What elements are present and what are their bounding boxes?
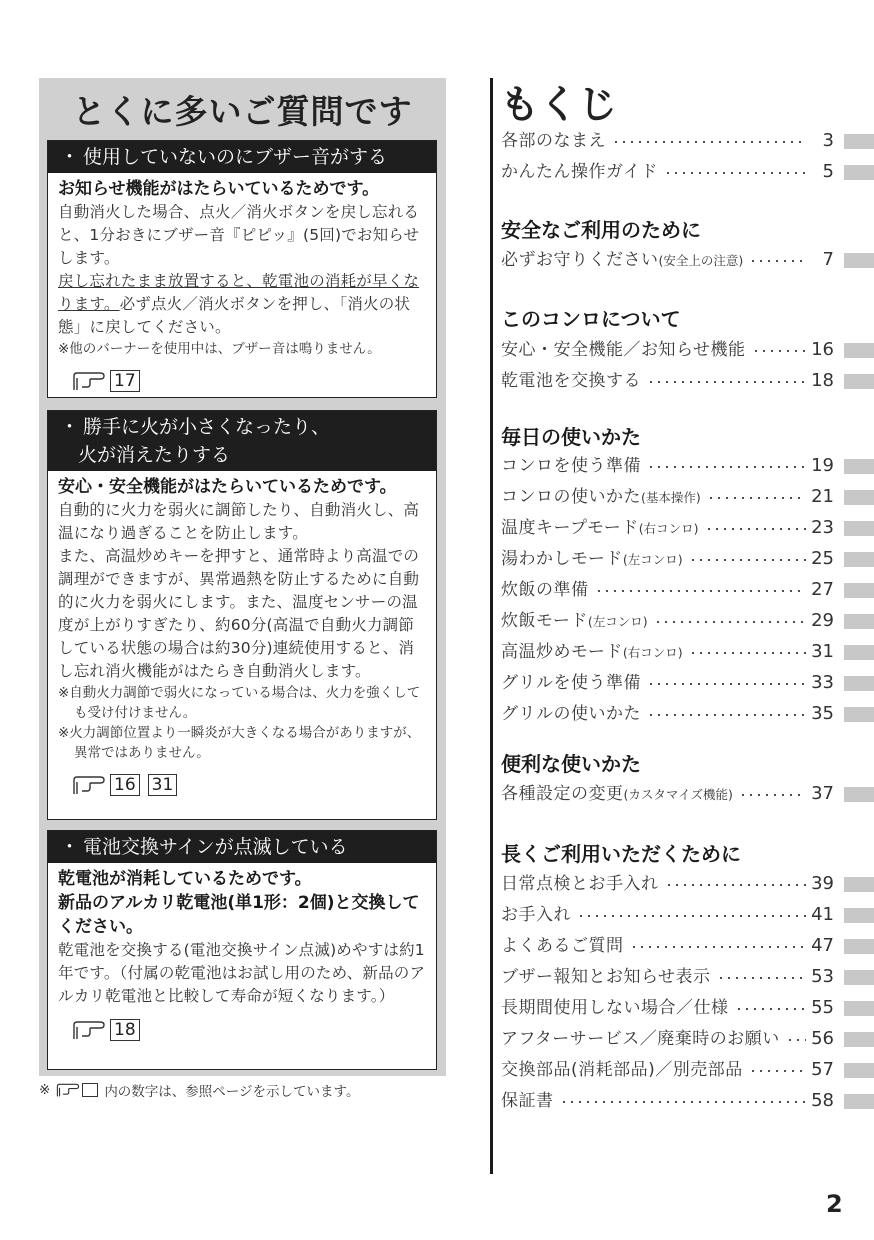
faq-question-text: 電池交換サインが点滅している <box>83 836 348 858</box>
column-divider <box>490 78 493 1174</box>
faq-answer-2: 新品のアルカリ乾電池(単1形：2個)と交換してください。 <box>58 893 420 937</box>
toc-entry-label <box>501 486 701 509</box>
toc-entry-label <box>501 610 648 633</box>
faq-explanation-2: また、高温炒めキーを押すと、通常時より高温での調理ができますが、異常過熱を防止するために自動的に火力を弱火にします。また、温度センサーの温度が上がりすぎたり、約60分(高温で自動火力調節している状態の場合は約30分)連続使用すると、消し忘れ消火機能がはたらき自動消火します。 <box>58 547 420 680</box>
toc-entry-title: 炊飯の準備 <box>501 580 589 600</box>
toc-entry-title: 日常点検とお手入れ <box>501 874 659 894</box>
toc-page-number: 25 <box>811 548 834 569</box>
reference-page-link[interactable]: 16 <box>110 774 140 796</box>
toc-entry-title: コンロの使いかた <box>501 486 641 507</box>
toc-leader-dots <box>630 946 807 948</box>
toc-leader-dots <box>647 683 806 685</box>
toc-page-tab <box>844 1094 874 1109</box>
toc-leader-dots <box>647 466 806 468</box>
toc-entry-label <box>501 783 733 806</box>
toc-entry[interactable] <box>501 130 874 152</box>
toc-page-tab <box>844 970 874 985</box>
toc-leader-dots <box>664 172 806 174</box>
toc-page-number: 29 <box>811 610 834 631</box>
toc-leader-dots <box>577 915 806 917</box>
toc-section-heading: 便利な使いかた <box>501 752 641 776</box>
toc-page-number: 27 <box>811 579 834 600</box>
faq-note-2: ※火力調節位置より一瞬炎が大きくなる場合がありますが、異常ではありません。 <box>58 725 421 761</box>
toc-entry[interactable] <box>501 486 874 508</box>
toc-section-heading: このコンロについて <box>501 307 681 331</box>
toc-page-number: 21 <box>811 486 834 507</box>
toc-entry-label <box>501 1059 743 1081</box>
toc-section-heading: 毎日の使いかた <box>501 425 641 449</box>
page-number: 2 <box>826 1190 843 1218</box>
reference-row <box>72 367 428 395</box>
toc-entry[interactable] <box>501 548 874 570</box>
faq-note: ※自動火力調節で弱火になっている場合は、火力を強くしても受け付けません。 <box>58 685 421 721</box>
toc-entry-label <box>501 1028 780 1050</box>
toc-entry-label <box>501 517 699 540</box>
faq-note: ※他のバーナーを使用中は、ブザー音は鳴りません。 <box>58 341 381 357</box>
toc-entry-title: 炊飯モード <box>501 610 588 631</box>
toc-leader-dots <box>689 652 806 654</box>
toc-leader-dots <box>707 497 806 499</box>
toc-entry-subtitle: (基本操作) <box>641 489 701 505</box>
toc-page-tab <box>844 521 874 536</box>
faq-question: ・ 勝手に火が小さくなったり、 火が消えたりする <box>48 411 436 471</box>
toc-entry-label <box>501 579 589 601</box>
toc-entry-label <box>501 1090 554 1112</box>
toc-leader-dots <box>612 141 806 143</box>
toc-page-number: 41 <box>811 904 834 925</box>
toc-entry-label <box>501 935 624 957</box>
faq-item-buzzer <box>47 140 437 398</box>
faq-warning-rest: 必ず点火／消火ボタンを押し、「消火の状態」に戻してください。 <box>58 295 411 336</box>
toc-leader-dots <box>665 884 807 886</box>
toc-page-tab <box>844 134 874 149</box>
faq-question-text-line1: 勝手に火が小さくなったり、 <box>83 416 331 438</box>
toc-entry-title: グリルの使いかた <box>501 704 641 724</box>
toc-page-number: 18 <box>811 370 834 391</box>
toc-entry-subtitle: (左コンロ) <box>622 551 683 567</box>
toc-entry[interactable] <box>501 966 874 988</box>
toc-entry-label <box>501 966 711 988</box>
footnote-text: 内の数字は、参照ページを示しています。 <box>104 1084 360 1100</box>
toc-page-tab <box>844 645 874 660</box>
toc-entry-subtitle: (右コンロ) <box>622 644 683 660</box>
toc-page-tab <box>844 939 874 954</box>
toc-entry[interactable] <box>501 1028 874 1050</box>
toc-page-number: 23 <box>811 517 834 538</box>
faq-question-text-line2: 火が消えたりする <box>78 444 231 466</box>
toc-entry-title: アフターサービス／廃棄時のお願い <box>501 1029 780 1049</box>
toc-entry[interactable] <box>501 703 874 725</box>
toc-page-number: 3 <box>822 130 834 151</box>
toc-entry-label <box>501 641 683 664</box>
toc-page-number: 7 <box>822 249 834 270</box>
faq-explanation: 自動的に火力を弱火に調節したり、自動消火し、高温になり過ぎることを防止します。 <box>58 501 420 542</box>
toc-entry-label <box>501 370 641 392</box>
toc-section-heading: 安全なご利用のために <box>501 218 701 242</box>
toc-leader-dots <box>689 559 806 561</box>
toc-leader-dots <box>717 977 807 979</box>
toc-entry[interactable] <box>501 997 874 1019</box>
toc-entry-subtitle: (左コンロ) <box>587 613 648 629</box>
toc-page-tab <box>844 676 874 691</box>
toc-page-number: 47 <box>811 935 834 956</box>
faq-item-flame <box>47 410 437 820</box>
toc-entry-label <box>501 703 641 725</box>
toc-entry-subtitle: (安全上の注意) <box>658 252 744 268</box>
toc-page-number: 39 <box>811 873 834 894</box>
toc-entry-label <box>501 455 641 477</box>
toc-page-tab <box>844 707 874 722</box>
toc-entry-title: お手入れ <box>501 905 571 925</box>
toc-entry-label <box>501 873 659 895</box>
toc-entry-title: コンロを使う準備 <box>501 456 641 476</box>
reference-page-link[interactable]: 31 <box>148 774 178 796</box>
toc-leader-dots <box>647 714 806 716</box>
toc-page-number: 16 <box>811 339 834 360</box>
reference-footnote <box>39 1080 359 1100</box>
toc-page-tab <box>844 343 874 358</box>
toc-entry[interactable] <box>501 783 874 805</box>
toc-entry[interactable] <box>501 161 874 183</box>
faq-panel <box>39 78 446 1076</box>
toc-page-tab <box>844 1032 874 1047</box>
toc-page-number: 55 <box>811 997 834 1018</box>
toc-entry-title: 温度キープモード <box>501 517 639 538</box>
toc-page-number: 37 <box>811 783 834 804</box>
toc-leader-dots <box>752 350 807 352</box>
toc-entry-subtitle: (カスタマイズ機能) <box>623 786 733 802</box>
toc-page-number: 35 <box>811 703 834 724</box>
reference-row <box>72 1016 428 1044</box>
toc-leader-dots <box>749 1070 806 1072</box>
toc-leader-dots <box>647 381 806 383</box>
pointing-hand-icon <box>72 1019 106 1041</box>
toc-entry-title: 保証書 <box>501 1091 554 1111</box>
toc-page-tab <box>844 787 874 802</box>
faq-question-text: 使用していないのにブザー音がする <box>83 146 388 168</box>
toc-page-tab <box>844 1063 874 1078</box>
toc-entry-title: 各部のなまえ <box>501 131 606 151</box>
toc-entry[interactable] <box>501 904 874 926</box>
toc-page-number: 53 <box>811 966 834 987</box>
toc-entry-subtitle: (右コンロ) <box>638 520 699 536</box>
toc-entry-title: 乾電池を交換する <box>501 371 641 391</box>
faq-warning-underlined: 戻し忘れたまま放置すると、乾電池の消耗が早くなります。 <box>58 272 420 313</box>
toc-page-number: 19 <box>811 455 834 476</box>
faq-question: ・ 使用していないのにブザー音がする <box>48 141 436 173</box>
toc-entry-title: 必ずお守りください <box>501 249 659 270</box>
toc-entry-title: かんたん操作ガイド <box>501 162 658 182</box>
toc-entry[interactable] <box>501 579 874 601</box>
toc-entry[interactable] <box>501 455 874 477</box>
toc-entry-label <box>501 548 683 571</box>
toc-page-number: 56 <box>811 1028 834 1049</box>
toc-entry-title: グリルを使う準備 <box>501 673 641 693</box>
toc-title: もくじ <box>500 83 618 128</box>
faq-answer: 乾電池が消耗しているためです。 <box>58 869 312 889</box>
page-box-icon <box>82 1083 98 1097</box>
toc-page-tab <box>844 374 874 389</box>
faq-explanation: 自動消火した場合、点火／消火ボタンを戻し忘れると、1分おきにブザー音『ピピッ』(5回)でお知らせします。 <box>58 203 420 267</box>
toc-leader-dots <box>654 621 806 623</box>
toc-entry-label <box>501 672 641 694</box>
toc-entry-title: よくあるご質問 <box>501 936 624 956</box>
toc-page-tab <box>844 583 874 598</box>
faq-answer: お知らせ機能がはたらいているためです。 <box>58 179 380 199</box>
toc-page-tab <box>844 1001 874 1016</box>
toc-leader-dots <box>595 590 807 592</box>
toc-entry-label <box>501 904 571 926</box>
footnote-mark: ※ <box>39 1082 51 1098</box>
toc-leader-dots <box>739 794 806 796</box>
toc-entry-title: 交換部品(消耗部品)／別売部品 <box>501 1060 743 1080</box>
pointing-hand-icon <box>72 774 106 796</box>
toc-entry[interactable] <box>501 370 874 392</box>
toc-entry[interactable] <box>501 517 874 539</box>
toc-page-tab <box>844 165 874 180</box>
toc-page-tab <box>844 459 874 474</box>
reference-page-link[interactable]: 18 <box>110 1019 140 1041</box>
toc-entry-title: 安心・安全機能／お知らせ機能 <box>501 340 746 360</box>
toc-entry-title: 各種設定の変更 <box>501 783 624 804</box>
toc-entry-title: 湯わかしモード <box>501 548 623 569</box>
faq-item-battery <box>47 830 437 1070</box>
toc-leader-dots <box>786 1039 806 1041</box>
toc-entry-title: 高温炒めモード <box>501 641 623 662</box>
toc-page-tab <box>844 614 874 629</box>
toc-entry[interactable] <box>501 339 874 361</box>
toc-page-tab <box>844 552 874 567</box>
faq-question: ・ 電池交換サインが点滅している <box>48 831 436 863</box>
faq-answer: 安心・安全機能がはたらいているためです。 <box>58 477 397 497</box>
toc-entry[interactable] <box>501 1090 874 1112</box>
toc-entry-label <box>501 339 746 361</box>
toc-page-number: 33 <box>811 672 834 693</box>
toc-page-tab <box>844 490 874 505</box>
toc-entry[interactable] <box>501 672 874 694</box>
toc-leader-dots <box>560 1101 807 1103</box>
faq-explanation: 乾電池を交換する(電池交換サイン点滅)めやすは約1年です。（付属の乾電池はお試し用のため、新品のアルカリ乾電池と比較して寿命が短くなります。） <box>58 941 426 1005</box>
toc-page-number: 31 <box>811 641 834 662</box>
toc-page-number: 5 <box>822 161 834 182</box>
toc-leader-dots <box>735 1008 807 1010</box>
toc-leader-dots <box>749 260 806 262</box>
toc-page-number: 57 <box>811 1059 834 1080</box>
toc-entry[interactable] <box>501 249 874 271</box>
toc-entry[interactable] <box>501 610 874 632</box>
toc-section-heading: 長くご利用いただくために <box>501 842 741 866</box>
toc-entry[interactable] <box>501 873 874 895</box>
toc-entry-label <box>501 249 743 272</box>
toc-leader-dots <box>705 528 806 530</box>
toc-page-tab <box>844 908 874 923</box>
reference-row <box>72 771 428 799</box>
pointing-hand-icon <box>56 1082 80 1098</box>
reference-page-link[interactable]: 17 <box>110 370 140 392</box>
toc-page-tab <box>844 877 874 892</box>
toc-entry-label <box>501 130 606 152</box>
toc-entry-label <box>501 997 729 1019</box>
toc-entry-label <box>501 161 658 183</box>
toc-entry[interactable] <box>501 641 874 663</box>
toc-page-number: 58 <box>811 1090 834 1111</box>
toc-entry-title: 長期間使用しない場合／仕様 <box>501 998 729 1018</box>
faq-warning <box>58 270 428 339</box>
toc-page-tab <box>844 253 874 268</box>
pointing-hand-icon <box>72 370 106 392</box>
toc-entry[interactable] <box>501 1059 874 1081</box>
toc-entry-title: ブザー報知とお知らせ表示 <box>501 967 711 987</box>
faq-title: とくに多いご質問です <box>72 92 413 131</box>
toc-entry[interactable] <box>501 935 874 957</box>
